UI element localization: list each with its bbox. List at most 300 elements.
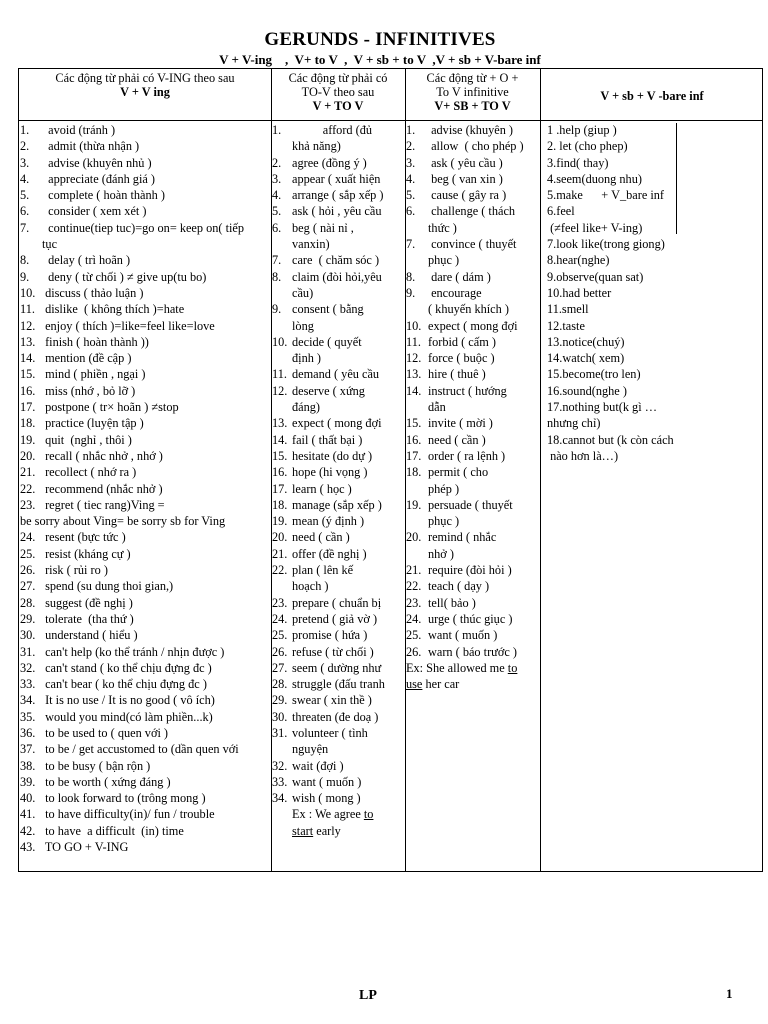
list-item: 8.hear(nghe) [547, 253, 610, 268]
list-item [406, 334, 539, 350]
list-item-text: TO GO + V-ING [42, 840, 129, 855]
list-item-text: remind ( nhắc [428, 530, 497, 545]
list-item [406, 285, 539, 301]
list-item-text: encourage [428, 285, 482, 300]
list-item-number: 26. [406, 644, 422, 659]
list-item-number: 11. [272, 367, 287, 382]
list-item-number: 31. [272, 725, 288, 740]
list-item [20, 464, 270, 480]
list-item: 13.notice(chuý) [547, 334, 625, 349]
list-item [20, 269, 270, 285]
list-item [406, 155, 539, 171]
list-item-text: recommend (nhắc nhở ) [42, 481, 163, 496]
list-item-number: 15. [406, 416, 422, 431]
list-item-number: 27. [272, 660, 288, 675]
list-item [20, 171, 270, 187]
list-item-number: 13. [20, 334, 36, 349]
list-item-number: 21. [272, 546, 288, 561]
list-item-number: 40. [20, 791, 36, 806]
list-item-number: 24. [406, 611, 422, 626]
list-item [20, 122, 270, 138]
list-item-text: force ( buộc ) [428, 351, 495, 366]
list-item: 2. let (cho phep) [547, 139, 628, 154]
list-item [406, 432, 539, 448]
list-item-number: 18. [406, 465, 422, 480]
list-item [272, 383, 404, 399]
list-item-text: finish ( hoàn thành )) [42, 334, 149, 349]
list-item-text: postpone ( tr× hoãn ) ≠stop [42, 400, 179, 415]
list-item [406, 383, 539, 399]
list-item-text: to have difficulty(in)/ fun / trouble [42, 807, 215, 822]
list-item-text: plan ( lên kế [292, 563, 354, 578]
list-item [20, 839, 270, 855]
list-item-text: spend (su dung thoi gian,) [42, 579, 174, 594]
list-item [272, 758, 404, 774]
list-item-number: 2. [272, 155, 282, 170]
list-item [272, 301, 404, 317]
list-item-number: 37. [20, 742, 36, 757]
list-item: 6.feel [547, 204, 575, 219]
list-item [406, 415, 539, 431]
list-item-number: 5. [406, 188, 416, 203]
list-item-text: advise (khuyên ) [428, 123, 514, 137]
list-item-text: claim (đòi hỏi,yêu [292, 269, 382, 284]
object-infinitive-example-cont: use her car [406, 677, 460, 692]
list-item [406, 497, 539, 513]
list-item [272, 497, 404, 513]
list-item-number: 7. [406, 237, 416, 252]
list-item [272, 513, 404, 529]
list-item-text: suggest (đề nghị ) [42, 595, 133, 610]
list-item-text: mention (đề cập ) [42, 351, 132, 366]
list-item [406, 269, 539, 285]
list-item [20, 318, 270, 334]
list-item-number: 43. [20, 840, 36, 855]
list-item: nào hơn là…) [547, 448, 619, 463]
list-item [20, 301, 270, 317]
list-item [20, 595, 270, 611]
list-item-number: 18. [20, 416, 36, 431]
list-item [272, 334, 404, 350]
list-item-number: 22. [406, 579, 422, 594]
object-infinitive-example: Ex: She allowed me to [406, 660, 518, 675]
list-item-number: 19. [406, 497, 422, 512]
list-item-text: promise ( hứa ) [292, 628, 368, 643]
list-item [272, 432, 404, 448]
list-item-text: fail ( thất bại ) [292, 432, 363, 447]
list-item [20, 790, 270, 806]
list-item [20, 383, 270, 399]
list-item-text: want ( muốn ) [292, 774, 362, 789]
list-item-number: 24. [272, 611, 288, 626]
list-item [406, 318, 539, 334]
list-item-text: seem ( dường như [292, 660, 382, 675]
list-item [272, 464, 404, 480]
list-item-text: volunteer ( tình [292, 725, 368, 740]
list-item [20, 399, 270, 415]
list-item-text: hire ( thuê ) [428, 367, 486, 382]
list-item-continuation: be sorry about Ving= be sorry sb for Ving [20, 514, 226, 529]
list-item-text: pretend ( giả vờ ) [292, 611, 378, 626]
list-item-text: require (đòi hỏi ) [428, 563, 512, 578]
list-item-number: 6. [272, 220, 282, 235]
header-to-infinitive-formula: V + TO V [312, 99, 364, 113]
list-item-number: 20. [20, 448, 36, 463]
list-item-text: hesitate (do dự ) [292, 448, 373, 463]
list-item [20, 155, 270, 171]
list-item [20, 627, 270, 643]
list-item-text: challenge ( thách [428, 204, 516, 219]
list-item [406, 366, 539, 382]
list-item-text: continue(tiep tuc)=go on= keep on( tiếp [42, 220, 245, 235]
list-item-text: It is no use / It is no good ( vô ích) [42, 693, 215, 708]
list-item-text: risk ( rủi ro ) [42, 563, 108, 578]
list-item-text: wish ( mong ) [292, 791, 361, 806]
list-item-text: deny ( từ chối ) ≠ give up(tu bo) [42, 269, 207, 284]
list-item-text: ask ( hỏi , yêu cầu [292, 204, 382, 219]
list-item [20, 415, 270, 431]
header-bare-infinitive [540, 89, 764, 103]
header-gerund [19, 71, 271, 99]
list-item [272, 171, 404, 187]
list-item-number: 3. [272, 171, 282, 186]
list-item-continuation: nhở ) [428, 546, 454, 561]
list-item-number: 42. [20, 823, 36, 838]
list-item-text: to look forward to (trông mong ) [42, 791, 206, 806]
list-item-number: 21. [406, 563, 422, 578]
list-item [272, 676, 404, 692]
list-item-number: 6. [406, 204, 416, 219]
list-item-text: threaten (đe doạ ) [292, 709, 379, 724]
list-item: 1 .help (giup ) [547, 123, 617, 137]
page-footer: LP [359, 988, 377, 1003]
list-item-continuation: phục ) [428, 253, 460, 268]
list-item [20, 823, 270, 839]
list-item: 9.observe(quan sat) [547, 269, 644, 284]
list-item-text: consider ( xem xét ) [42, 204, 147, 219]
list-item-number: 26. [272, 644, 288, 659]
list-item [20, 758, 270, 774]
list-item-text: prepare ( chuẩn bị [292, 595, 382, 610]
list-item-number: 16. [272, 465, 288, 480]
list-item-text: enjoy ( thích )=like=feel like=love [42, 318, 215, 333]
list-item [272, 481, 404, 497]
header-gerund-formula: V + V ing [120, 85, 170, 99]
to-infinitive-example: Ex : We agree to [292, 807, 374, 822]
list-item-number: 18. [272, 497, 288, 512]
list-item-number: 14. [272, 432, 288, 447]
list-item-number: 20. [406, 530, 422, 545]
list-item [20, 546, 270, 562]
list-item: 16.sound(nghe ) [547, 383, 627, 398]
list-item-number: 17. [272, 481, 288, 496]
list-item: (≠feel like+ V-ing) [547, 220, 643, 235]
list-item-number: 6. [20, 204, 30, 219]
list-item-text: regret ( tiec rang)Ving = [42, 497, 165, 512]
list-item-number: 34. [20, 693, 36, 708]
list-item-text: learn ( học ) [292, 481, 352, 496]
list-item-number: 20. [272, 530, 288, 545]
list-item-text: to be worth ( xứng đáng ) [42, 774, 171, 789]
list-item-number: 24. [20, 530, 36, 545]
list-item-text: dislike ( không thích )=hate [42, 302, 185, 317]
list-item [20, 220, 270, 236]
list-item-text: offer (đề nghị ) [292, 546, 367, 561]
list-item-number: 10. [272, 334, 288, 349]
list-item: 5.make + V_bare inf [547, 188, 665, 203]
list-item-number: 38. [20, 758, 36, 773]
list-item-text: beg ( nài nỉ , [292, 220, 354, 235]
list-item-number: 19. [272, 514, 288, 529]
list-item [20, 138, 270, 154]
list-item-number: 9. [406, 285, 416, 300]
list-item [20, 203, 270, 219]
list-item-number: 19. [20, 432, 36, 447]
list-item-continuation: định ) [292, 351, 322, 366]
header-to-infinitive-line2: TO-V theo sau [301, 85, 375, 99]
list-item-number: 5. [20, 188, 30, 203]
page-number: 1 [726, 986, 733, 1001]
list-item [406, 122, 539, 138]
list-item [406, 578, 539, 594]
list-item-text: struggle (đấu tranh [292, 677, 385, 692]
list-item: 3.find( thay) [547, 155, 609, 170]
list-item-text: care ( chăm sóc ) [292, 253, 380, 268]
list-item: 11.smell [547, 302, 589, 317]
header-object-infinitive-line2: To V infinitive [436, 85, 509, 99]
list-item [272, 187, 404, 203]
list-item-text: cause ( gây ra ) [428, 188, 507, 203]
list-item-text: want ( muốn ) [428, 628, 498, 643]
to-infinitive-verb-list [272, 122, 404, 839]
list-item-text: expect ( mong đợi [292, 416, 382, 431]
list-item [406, 138, 539, 154]
list-item [272, 562, 404, 578]
list-item [272, 529, 404, 545]
list-item [20, 676, 270, 692]
list-item-text: quit (nghỉ , thôi ) [42, 432, 132, 447]
list-item-text: resent (bực tức ) [42, 530, 126, 545]
list-item [272, 611, 404, 627]
list-item-text: avoid (tránh ) [42, 123, 116, 137]
list-item-continuation: phép ) [428, 481, 460, 496]
list-item-text: resist (kháng cự ) [42, 546, 131, 561]
list-item [272, 627, 404, 643]
list-item-text: can't bear ( ko thể chịu đựng đc ) [42, 677, 207, 692]
list-item [272, 725, 404, 741]
list-item [406, 203, 539, 219]
list-item-text: can't help (ko thể tránh / nhịn được ) [42, 644, 225, 659]
list-item [20, 334, 270, 350]
list-item-text: warn ( báo trước ) [428, 644, 517, 659]
list-item [406, 595, 539, 611]
list-item-text: practice (luyện tập ) [42, 416, 144, 431]
list-item-number: 8. [20, 253, 30, 268]
list-item-number: 33. [272, 774, 288, 789]
list-item-text: permit ( cho [428, 465, 489, 480]
list-item-number: 25. [20, 546, 36, 561]
list-item-number: 4. [406, 171, 416, 186]
bare-infinitive-verb-list [547, 122, 761, 464]
list-item-number: 7. [20, 220, 30, 235]
list-item [406, 529, 539, 545]
list-item [272, 546, 404, 562]
list-item [272, 366, 404, 382]
list-item [406, 171, 539, 187]
list-item-continuation: khả năng) [292, 139, 341, 154]
list-item-number: 22. [272, 563, 288, 578]
list-item-number: 8. [272, 269, 282, 284]
list-item-text: demand ( yêu cầu [292, 367, 380, 382]
list-item-text: to be busy ( bận rộn ) [42, 758, 151, 773]
list-item-number: 39. [20, 774, 36, 789]
list-item-text: teach ( dạy ) [428, 579, 490, 594]
list-item-number: 10. [20, 285, 36, 300]
list-item-text: deserve ( xứng [292, 383, 365, 398]
list-item-number: 14. [20, 351, 36, 366]
list-item-text: advise (khuyên nhủ ) [42, 155, 152, 170]
page-title: GERUNDS - INFINITIVES [264, 29, 496, 50]
list-item-text: need ( cần ) [292, 530, 350, 545]
list-item-number: 23. [20, 497, 36, 512]
list-item-text: urge ( thúc giục ) [428, 611, 513, 626]
list-item-number: 13. [272, 416, 288, 431]
list-item-continuation: cầu) [292, 285, 314, 300]
list-item [20, 709, 270, 725]
list-item: 4.seem(duong nhu) [547, 171, 642, 186]
list-item-text: dare ( dám ) [428, 269, 491, 284]
list-item [20, 725, 270, 741]
list-item: nhưng chỉ) [547, 416, 601, 431]
list-item-continuation: phục ) [428, 514, 460, 529]
list-item-text: persuade ( thuyết [428, 497, 513, 512]
header-object-infinitive [405, 71, 540, 113]
list-item-number: 30. [272, 709, 288, 724]
list-item-number: 28. [272, 677, 288, 692]
list-item-number: 12. [272, 383, 288, 398]
list-item [20, 692, 270, 708]
list-item-number: 32. [20, 660, 36, 675]
list-item-number: 1. [272, 123, 282, 137]
list-item-text: ask ( yêu cầu ) [428, 155, 503, 170]
list-item: 18.cannot but (k còn cách [547, 432, 674, 447]
list-item-continuation: lòng [292, 318, 314, 333]
header-gerund-line1: Các động từ phải có V-ING theo sau [55, 71, 235, 85]
list-item-number: 12. [20, 318, 36, 333]
list-item-text: hope (hi vọng ) [292, 465, 368, 480]
list-item-number: 17. [406, 448, 422, 463]
list-item [406, 644, 539, 660]
list-item-number: 16. [406, 432, 422, 447]
list-item-text: convince ( thuyết [428, 237, 517, 252]
list-item-number: 25. [272, 628, 288, 643]
list-item [272, 660, 404, 676]
list-item-number: 8. [406, 269, 416, 284]
list-item-number: 10. [406, 318, 422, 333]
list-item [20, 741, 270, 757]
list-item [20, 252, 270, 268]
list-item [20, 350, 270, 366]
list-item-number: 29. [20, 611, 36, 626]
list-item-number: 4. [20, 171, 30, 186]
list-item [272, 692, 404, 708]
gerund-verb-list [20, 122, 270, 855]
list-item-number: 25. [406, 628, 422, 643]
list-item-number: 21. [20, 465, 36, 480]
list-item [272, 269, 404, 285]
list-item [20, 285, 270, 301]
to-infinitive-example-cont: start early [292, 823, 341, 838]
list-item-continuation: tục [42, 237, 58, 252]
list-item-number: 1. [20, 123, 30, 137]
header-to-infinitive [271, 71, 405, 113]
list-item [20, 562, 270, 578]
list-item-text: consent ( bằng [292, 302, 364, 317]
list-item-number: 13. [406, 367, 422, 382]
list-item-text: to be used to ( quen với ) [42, 725, 169, 740]
list-item-number: 2. [406, 139, 416, 154]
list-item [20, 806, 270, 822]
list-item [272, 774, 404, 790]
list-item-text: expect ( mong đợi [428, 318, 518, 333]
list-item [20, 432, 270, 448]
list-item-text: understand ( hiểu ) [42, 628, 138, 643]
list-item-number: 4. [272, 188, 282, 203]
list-item-text: forbid ( cấm ) [428, 334, 496, 349]
list-item: 12.taste [547, 318, 585, 333]
list-item-number: 7. [272, 253, 282, 268]
list-item-text: beg ( van xin ) [428, 171, 503, 186]
list-item-text: order ( ra lệnh ) [428, 448, 506, 463]
list-item-text: discuss ( thảo luận ) [42, 285, 144, 300]
list-item-text: admit (thừa nhận ) [42, 139, 140, 154]
list-item-text: recall ( nhắc nhở , nhớ ) [42, 448, 163, 463]
list-item-text: tell( bảo ) [428, 595, 476, 610]
list-item [272, 155, 404, 171]
list-item-text: afford (đủ [292, 123, 373, 137]
list-item-text: mind ( phiền , ngại ) [42, 367, 146, 382]
list-item [20, 448, 270, 464]
list-item-number: 36. [20, 725, 36, 740]
list-item-text: to have a difficult (in) time [42, 823, 184, 838]
list-item-text: recollect ( nhớ ra ) [42, 465, 137, 480]
list-item-text: swear ( xin thề ) [292, 693, 372, 708]
list-item [272, 709, 404, 725]
list-item: 7.look like(trong giong) [547, 237, 665, 252]
list-item-text: delay ( trì hoãn ) [42, 253, 131, 268]
list-item-continuation: thức ) [428, 220, 457, 235]
list-item [272, 448, 404, 464]
list-item-number: 22. [20, 481, 36, 496]
list-item [272, 644, 404, 660]
list-item [20, 497, 270, 513]
list-item-continuation: hoạch ) [292, 579, 329, 594]
list-item-number: 9. [20, 269, 30, 284]
header-to-infinitive-line1: Các động từ phải có [288, 71, 388, 85]
list-item-text: decide ( quyết [292, 334, 362, 349]
list-item [272, 595, 404, 611]
header-object-infinitive-formula: V+ SB + TO V [434, 99, 511, 113]
list-item-number: 33. [20, 677, 36, 692]
list-item-number: 34. [272, 791, 288, 806]
list-item-text: can't stand ( ko thể chịu đựng đc ) [42, 660, 212, 675]
list-item [406, 236, 539, 252]
list-item [406, 627, 539, 643]
list-item [406, 187, 539, 203]
list-item [20, 611, 270, 627]
list-item [272, 220, 404, 236]
list-item-text: instruct ( hướng [428, 383, 507, 398]
